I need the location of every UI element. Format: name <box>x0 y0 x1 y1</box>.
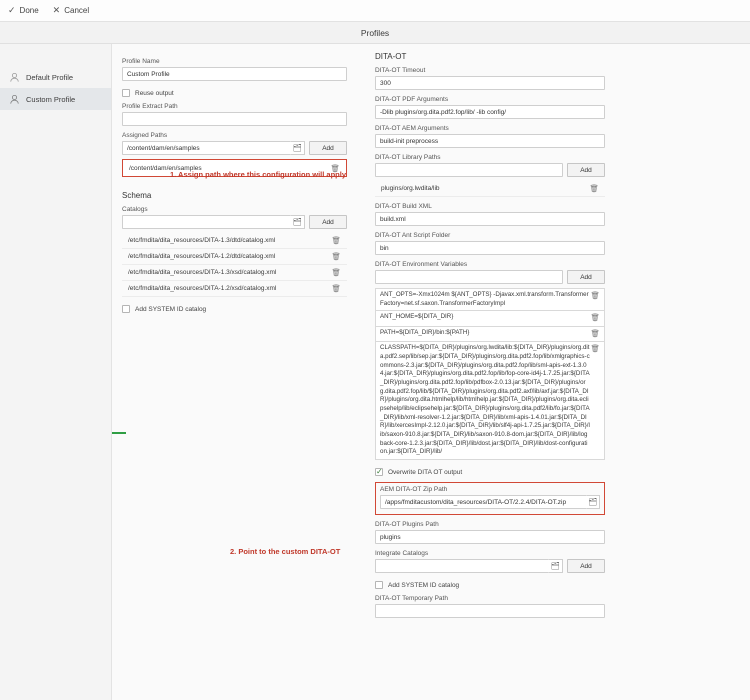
list-item-label: PATH=${DITA_DIR}/bin:${PATH} <box>380 328 470 336</box>
dita-ot-header: DITA-OT <box>375 52 407 61</box>
sidebar <box>0 44 112 700</box>
checkbox-box <box>375 581 383 589</box>
assigned-paths-add-button[interactable]: Add <box>309 141 347 155</box>
assigned-paths-label: Assigned Paths <box>122 132 168 139</box>
library-paths-add-button[interactable]: Add <box>567 163 605 177</box>
dita-ot-temporary-path-label: DITA-OT Temporary Path <box>375 595 448 603</box>
folder-browse-icon[interactable]: 🗂 <box>291 215 305 229</box>
close-icon: ✕ <box>52 5 61 15</box>
check-icon: ✓ <box>8 5 16 15</box>
right-column <box>375 52 605 700</box>
dita-ot-build-xml-label: DITA-OT Build XML <box>375 203 432 210</box>
overwrite-dita-ot-output-label: Overwrite DITA OT output <box>388 468 463 476</box>
folder-browse-icon[interactable]: 🗂 <box>291 141 305 155</box>
list-item[interactable] <box>122 233 347 249</box>
trash-icon[interactable]: 🗑 <box>331 268 341 277</box>
add-system-id-catalog-label: Add SYSTEM ID catalog <box>135 305 207 313</box>
trash-icon[interactable]: 🗑 <box>331 284 341 293</box>
integrate-catalogs-add-button[interactable]: Add <box>567 559 605 573</box>
catalogs-row <box>122 215 347 229</box>
list-item-label: /etc/fmdita/dita_resources/DITA-1.2/dtd/catalog.xml <box>128 253 276 260</box>
add-system-id-catalog-label: Add SYSTEM ID catalog <box>388 581 460 589</box>
page-title: Profiles <box>360 27 390 38</box>
dita-ot-pdf-arguments-input[interactable]: -Dlib plugins/org.dita.pdf2.fop/lib/ -lib config/ <box>375 105 605 119</box>
env-vars-add-button[interactable]: Add <box>567 270 605 284</box>
list-item-label: plugins/org.lwdita/lib <box>381 185 440 192</box>
checkbox-box <box>122 305 130 313</box>
add-system-id-catalog-checkbox[interactable] <box>122 305 347 313</box>
list-item-label: ANT_HOME=${DITA_DIR} <box>380 313 454 321</box>
left-column <box>122 52 347 700</box>
list-item[interactable] <box>375 342 605 460</box>
profile-icon <box>9 94 20 105</box>
dita-ot-ant-script-folder-input[interactable]: bin <box>375 241 605 255</box>
list-item-label: /content/dam/en/samples <box>129 164 202 172</box>
dita-ot-build-xml-input[interactable]: build.xml <box>375 212 605 226</box>
integrate-catalogs-field <box>375 559 563 573</box>
list-item-label: CLASSPATH=${DITA_DIR}/plugins/org.lwdita/lib:${DITA_DIR}/plugins/org.dita.pdf2.sep/lib/sep.jar:${DITA_DIR}/plugins/org.dita.pdf2.fop/lib/xmlgraphics-commons-2.3.jar:${DITA_DIR}/plugins/org.dita.pdf2.fop/lib/sml-apis-ext-1.3.04.jar:${DITA_DIR}/plugins/org.dita.pdf2.fop/lib/fop-core-id4j-1.7.25.jar:${DITA_DIR}/plugins/org.dita.pdf2.fop/lib/pdfbox-2.0.13.jar:${DITA_DIR}/plugins/org.dita.pdf2.fop/lib/${DITA_DIR}/plugins/org.dita.pdf2.axf/lib/axf.jar:${DITA_DIR}/plugins/org.dita.htmlhelp/lib/htmlhelp.jar:${DITA_DIR}/plugins/org.dita.eclipsehelp/lib/eclipsehelp.jar:${DITA_DIR}/plugins/org.dita.pdf2/lib/fo.jar:${DITA_DIR}/lib/xml-resolver-1.2.jar:${DITA_DIR}/lib/xml-apis-1.4.01.jar:${DITA_DIR}/lib/xercesImpl-2.12.0.jar:${DITA_DIR}/lib/slf4j-api-1.7.25.jar:${DITA_DIR}/lib/saxon-910.8.jar:${DITA_DIR}/lib/saxon-910.8-dom.jar:${DITA_DIR}/lib/logback-core-1.2.3.jar:${DITA_DIR}/lib/dost.jar:${DITA_DIR}/lib/dost-configuration.jar:${DITA_DIR}/lib/ <box>380 344 590 456</box>
trash-icon[interactable]: 🗑 <box>590 313 600 323</box>
library-paths-list <box>375 181 605 197</box>
dita-ot-temporary-path-input[interactable] <box>375 604 605 618</box>
dita-ot-timeout-input[interactable]: 300 <box>375 76 605 90</box>
dita-ot-aem-arguments-label: DITA-OT AEM Arguments <box>375 125 449 132</box>
dita-ot-library-paths-label: DITA-OT Library Paths <box>375 154 441 161</box>
list-item[interactable] <box>375 311 605 327</box>
env-vars-row <box>375 270 605 284</box>
dita-ot-plugins-path-label: DITA-OT Plugins Path <box>375 521 439 529</box>
list-item[interactable] <box>375 288 605 311</box>
catalogs-field <box>122 215 305 229</box>
aem-dita-ot-zip-path-field <box>380 495 600 509</box>
catalogs-add-button[interactable]: Add <box>309 215 347 229</box>
integrate-catalogs-input[interactable] <box>375 559 549 573</box>
trash-icon[interactable]: 🗑 <box>589 184 599 193</box>
profile-extract-path-label: Profile Extract Path <box>122 103 178 110</box>
decorative-marker <box>112 432 126 434</box>
cancel-button[interactable] <box>53 6 89 15</box>
profile-name-label: Profile Name <box>122 58 160 65</box>
overwrite-dita-ot-output-checkbox[interactable] <box>375 468 605 476</box>
catalogs-label: Catalogs <box>122 206 148 213</box>
sidebar-item-custom-profile[interactable] <box>0 88 111 110</box>
reuse-output-label: Reuse output <box>135 89 174 97</box>
profile-name-input[interactable]: Custom Profile <box>122 67 347 81</box>
content <box>112 44 750 700</box>
folder-browse-icon[interactable]: 🗂 <box>549 559 563 573</box>
trash-icon[interactable]: 🗑 <box>331 252 341 261</box>
body <box>0 44 750 700</box>
reuse-output-checkbox[interactable] <box>122 89 347 97</box>
cancel-label: Cancel <box>64 6 90 15</box>
list-item[interactable] <box>375 327 605 343</box>
trash-icon[interactable]: 🗑 <box>590 344 600 354</box>
list-item[interactable] <box>122 281 347 297</box>
trash-icon[interactable]: 🗑 <box>590 328 600 338</box>
list-item[interactable] <box>122 249 347 265</box>
add-system-id-catalog-checkbox[interactable] <box>375 581 605 589</box>
checkbox-box <box>122 89 130 97</box>
trash-icon[interactable]: 🗑 <box>331 236 341 245</box>
assigned-paths-row <box>122 141 347 155</box>
list-item-label: /etc/fmdita/dita_resources/DITA-1.3/xsd/catalog.xml <box>128 269 277 276</box>
trash-icon[interactable]: 🗑 <box>330 163 340 173</box>
catalogs-input[interactable] <box>122 215 291 229</box>
annotation-2: 2. Point to the custom DITA-OT <box>230 547 341 556</box>
dita-ot-pdf-arguments-label: DITA-OT PDF Arguments <box>375 96 449 103</box>
done-label: Done <box>19 6 39 15</box>
done-button[interactable] <box>8 6 39 15</box>
assigned-paths-input[interactable]: /content/dam/en/samples <box>122 141 291 155</box>
list-item[interactable] <box>375 181 605 197</box>
aem-dita-ot-zip-path-group <box>375 482 605 515</box>
list-item[interactable] <box>122 265 347 281</box>
dita-ot-timeout-label: DITA-OT Timeout <box>375 67 426 74</box>
sidebar-item-label: Default Profile <box>26 72 74 82</box>
sidebar-item-default-profile[interactable] <box>0 66 111 88</box>
aem-dita-ot-zip-path-input[interactable]: /apps/fmditacustom/dita_resources/DITA-OT/2.2.4/DITA-OT.zip <box>380 495 587 509</box>
library-paths-input[interactable] <box>375 163 563 177</box>
schema-header: Schema <box>122 191 152 200</box>
assigned-paths-field <box>122 141 305 155</box>
list-item-label: ANT_OPTS=-Xmx1024m ${ANT_OPTS} -Djavax.xml.transform.TransformerFactory=net.sf.saxon.TransformerFactoryImpl <box>380 291 589 307</box>
sidebar-item-label: Custom Profile <box>26 94 76 104</box>
catalogs-list <box>122 233 347 297</box>
dita-ot-ant-script-folder-label: DITA-OT Ant Script Folder <box>375 232 451 239</box>
integrate-catalogs-label: Integrate Catalogs <box>375 550 429 558</box>
list-item-label: /etc/fmdita/dita_resources/DITA-1.2/xsd/catalog.xml <box>128 285 277 292</box>
dita-ot-plugins-path-input[interactable]: plugins <box>375 530 605 544</box>
integrate-catalogs-row <box>375 559 605 573</box>
library-paths-row <box>375 163 605 177</box>
env-vars-list <box>375 288 605 460</box>
checkbox-box <box>375 468 383 476</box>
trash-icon[interactable]: 🗑 <box>590 291 600 300</box>
page-title-bar <box>0 22 750 44</box>
toolbar <box>0 0 750 22</box>
list-item-label: /etc/fmdita/dita_resources/DITA-1.3/dtd/catalog.xml <box>128 237 276 244</box>
dita-ot-aem-arguments-input[interactable]: build-init preprocess <box>375 134 605 148</box>
profile-extract-path-input[interactable] <box>122 112 347 126</box>
dita-ot-environment-variables-label: DITA-OT Environment Variables <box>375 261 468 268</box>
folder-browse-icon[interactable]: 🗂 <box>587 495 600 509</box>
env-vars-input[interactable] <box>375 270 563 284</box>
aem-dita-ot-zip-path-label: AEM DITA-OT Zip Path <box>380 486 448 494</box>
annotation-1: 1. Assign path where this configuration will apply <box>170 170 346 179</box>
profile-icon <box>9 72 20 83</box>
